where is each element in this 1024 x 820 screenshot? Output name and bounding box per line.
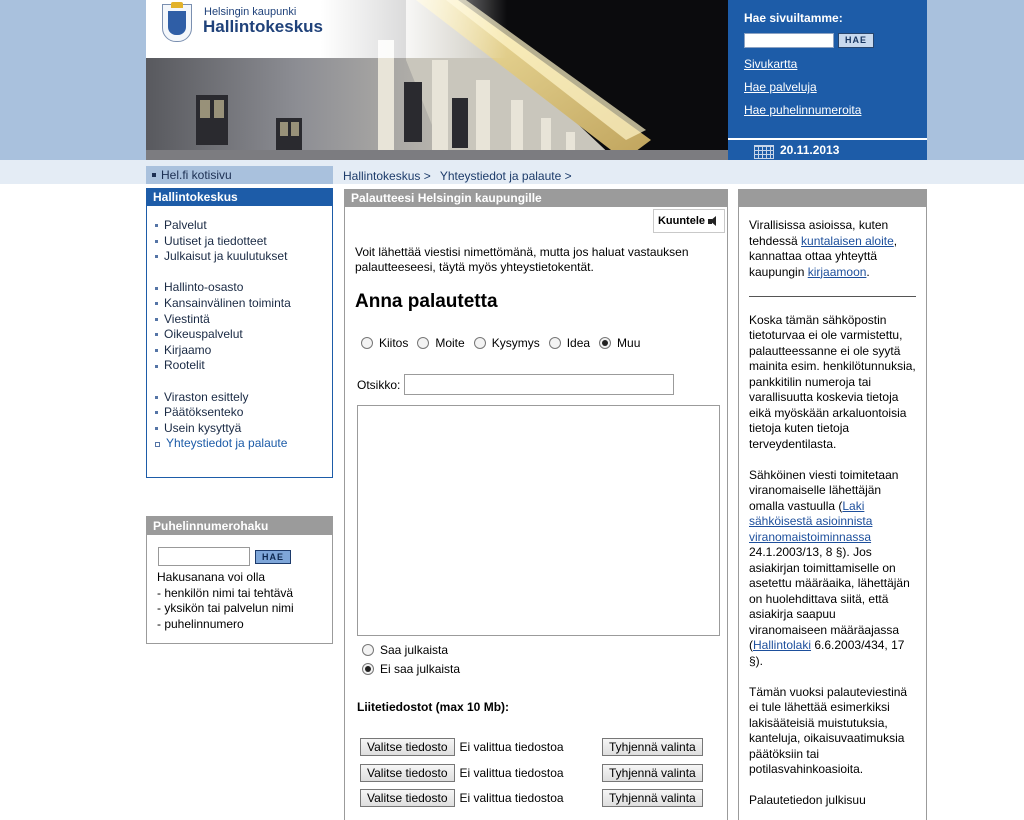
listen-button[interactable] bbox=[653, 209, 725, 233]
nav-item-administration[interactable]: Hallinto-osasto bbox=[155, 280, 332, 296]
electronic-services-law-link[interactable]: Laki sähköisestä asioinnista viranomaistoiminnassa bbox=[749, 498, 873, 544]
left-column bbox=[146, 166, 333, 644]
site-search-button[interactable]: HAE bbox=[838, 33, 874, 48]
helsinki-crest-icon bbox=[162, 4, 192, 42]
breadcrumb bbox=[343, 169, 578, 183]
type-option-kysymys[interactable] bbox=[474, 336, 540, 350]
logo-area bbox=[146, 0, 728, 58]
info-paragraph: Palautetiedon julkisuu bbox=[749, 793, 866, 807]
info-sidebar-header bbox=[739, 189, 926, 207]
type-option-muu[interactable] bbox=[599, 336, 640, 350]
file-row bbox=[360, 789, 710, 807]
current-date: 20.11.2013 bbox=[780, 143, 840, 157]
subject-input[interactable] bbox=[404, 374, 674, 395]
phone-search-help bbox=[157, 570, 332, 632]
nav-spacer bbox=[155, 374, 332, 390]
phone-search-title: Puhelinnumerohaku bbox=[147, 517, 332, 535]
info-text: . bbox=[866, 264, 870, 279]
nav-item-about[interactable]: Viraston esittely bbox=[155, 390, 332, 406]
info-paragraph: Tämän vuoksi palauteviestinä ei tule lähettää esimerkiksi lakisääteisiä muistutuksia, kanteluja, oikaisuvaatimuksia päätöksiin tai potilasvahinkoasioita. bbox=[749, 684, 908, 776]
nav-item-communications[interactable]: Viestintä bbox=[155, 312, 332, 328]
no-file-text: Ei valittua tiedostoa bbox=[459, 791, 564, 805]
info-text: , kannattaa ottaa yhteyttä kaupungin bbox=[749, 233, 898, 279]
sitemap-link[interactable]: Sivukartta bbox=[744, 57, 798, 71]
section-nav bbox=[146, 188, 333, 478]
choose-file-button[interactable]: Valitse tiedosto bbox=[360, 789, 455, 807]
nav-item-rootelit[interactable]: Rootelit bbox=[155, 358, 332, 374]
section-nav-title[interactable]: Hallintokeskus bbox=[147, 189, 332, 206]
choose-file-button[interactable]: Valitse tiedosto bbox=[360, 738, 455, 756]
nav-spacer bbox=[155, 265, 332, 281]
radio-button[interactable] bbox=[474, 337, 486, 349]
citizen-initiative-link[interactable]: kuntalaisen aloite bbox=[801, 233, 894, 248]
site-header bbox=[146, 0, 927, 160]
logo-city: Helsingin kaupunki bbox=[204, 6, 297, 18]
nav-item-decision-making[interactable]: Päätöksenteko bbox=[155, 405, 332, 421]
info-text: Sähköinen viesti toimitetaan viranomaiselle lähettäjän omalla vastuulla ( bbox=[749, 467, 899, 513]
date-bar bbox=[728, 138, 927, 160]
feedback-type-group bbox=[361, 336, 649, 350]
nav-item-international[interactable]: Kansainvälinen toiminta bbox=[155, 296, 332, 312]
option-label: Saa julkaista bbox=[380, 643, 449, 657]
message-textarea[interactable] bbox=[357, 405, 720, 636]
listen-label: Kuuntele bbox=[657, 215, 705, 227]
phone-help-line: - henkilön nimi tai tehtävä bbox=[157, 585, 294, 600]
nav-item-contact-feedback[interactable]: Yhteystiedot ja palaute bbox=[155, 436, 332, 452]
nav-item-faq[interactable]: Usein kysyttyä bbox=[155, 421, 332, 437]
divider bbox=[749, 296, 916, 297]
radio-button[interactable] bbox=[417, 337, 429, 349]
radio-button[interactable] bbox=[549, 337, 561, 349]
radio-button[interactable] bbox=[362, 644, 374, 656]
subject-row bbox=[357, 374, 674, 395]
speaker-icon bbox=[708, 215, 720, 227]
feedback-panel bbox=[344, 189, 728, 820]
option-label: Idea bbox=[566, 336, 591, 350]
helfi-home-link[interactable]: Hel.fi kotisivu bbox=[146, 166, 333, 184]
phone-help-line: - puhelinnumero bbox=[157, 616, 244, 631]
option-label: Muu bbox=[617, 336, 641, 350]
feedback-panel-title: Palautteesi Helsingin kaupungille bbox=[345, 189, 727, 207]
breadcrumb-item[interactable]: Yhteystiedot ja palaute > bbox=[439, 169, 572, 183]
site-search-label: Hae sivuiltamme: bbox=[744, 11, 843, 25]
info-paragraph: Koska tämän sähköpostin tietoturvaa ei ole varmistettu, palautteessanne ei ole syytä mainita esim. henkilötunnuksia, pankkitilin numeroja tai varallisuutta koskevia tietoja eikä myöskään arkaluontoisia tietoja kuten tietoja terveydentilasta. bbox=[749, 312, 916, 451]
breadcrumb-item[interactable]: Hallintokeskus > bbox=[343, 169, 431, 183]
clear-selection-button[interactable]: Tyhjennä valinta bbox=[602, 764, 703, 782]
publish-yes-option[interactable] bbox=[362, 643, 448, 657]
type-option-moite[interactable] bbox=[417, 336, 464, 350]
info-paragraph bbox=[749, 218, 916, 280]
calendar-icon bbox=[754, 145, 774, 159]
nav-item-publications[interactable]: Julkaisut ja kuulutukset bbox=[155, 249, 332, 265]
site-search-panel bbox=[728, 0, 927, 138]
type-option-idea[interactable] bbox=[549, 336, 590, 350]
phone-search-button[interactable]: HAE bbox=[255, 550, 291, 564]
radio-button-selected[interactable] bbox=[362, 663, 374, 675]
nav-item-legal[interactable]: Oikeuspalvelut bbox=[155, 327, 332, 343]
clear-selection-button[interactable]: Tyhjennä valinta bbox=[602, 738, 703, 756]
clear-selection-button[interactable]: Tyhjennä valinta bbox=[602, 789, 703, 807]
phone-search-box bbox=[146, 516, 333, 644]
logo-org[interactable]: Hallintokeskus bbox=[203, 17, 323, 36]
file-row bbox=[360, 764, 710, 782]
file-row bbox=[360, 738, 710, 756]
site-search-input[interactable] bbox=[744, 33, 834, 48]
no-file-text: Ei valittua tiedostoa bbox=[459, 740, 564, 754]
publish-no-option[interactable] bbox=[362, 662, 460, 676]
info-text: Virallisissa asioissa, kuten tehdessä bbox=[749, 218, 889, 248]
search-services-link[interactable]: Hae palveluja bbox=[744, 80, 817, 94]
search-phone-numbers-link[interactable]: Hae puhelinnumeroita bbox=[744, 103, 862, 117]
nav-item-news[interactable]: Uutiset ja tiedotteet bbox=[155, 234, 332, 250]
subject-label: Otsikko: bbox=[357, 377, 401, 392]
administrative-law-link[interactable]: Hallintolaki bbox=[753, 638, 812, 652]
intro-text: Voit lähettää viestisi nimettömänä, mutta jos haluat vastauksen palautteeseesi, täytä myös yhteystietokentät. bbox=[355, 245, 689, 274]
option-label: Ei saa julkaista bbox=[380, 662, 461, 676]
phone-search-input[interactable] bbox=[158, 547, 250, 566]
no-file-text: Ei valittua tiedostoa bbox=[459, 766, 564, 780]
option-label: Moite bbox=[435, 336, 465, 350]
choose-file-button[interactable]: Valitse tiedosto bbox=[360, 764, 455, 782]
radio-button-selected[interactable] bbox=[599, 337, 611, 349]
info-paragraph bbox=[749, 468, 916, 670]
info-text: 24.1.2003/13, 8 §). Jos asiakirjan toimittamiselle on asetettu määräaika, lähettäjän on huolehdittava siitä, että asiakirja saapuu viranomaiseen määräajassa ( bbox=[749, 545, 910, 652]
phone-help-line: Hakusanana voi olla bbox=[157, 570, 266, 584]
radio-button[interactable] bbox=[361, 337, 373, 349]
phone-help-line: - yksikön tai palvelun nimi bbox=[157, 601, 294, 615]
type-option-kiitos[interactable] bbox=[361, 336, 408, 350]
nav-item-services[interactable]: Palvelut bbox=[155, 218, 332, 234]
registry-link[interactable]: kirjaamoon bbox=[807, 264, 867, 279]
attachments-heading: Liitetiedostot (max 10 Mb): bbox=[357, 700, 510, 714]
info-sidebar bbox=[738, 189, 927, 820]
nav-item-registry[interactable]: Kirjaamo bbox=[155, 343, 332, 359]
info-text: 6.6.2003/434, 17 §). bbox=[749, 638, 905, 668]
option-label: Kiitos bbox=[379, 336, 409, 350]
form-heading: Anna palautetta bbox=[355, 291, 498, 312]
option-label: Kysymys bbox=[491, 336, 540, 350]
